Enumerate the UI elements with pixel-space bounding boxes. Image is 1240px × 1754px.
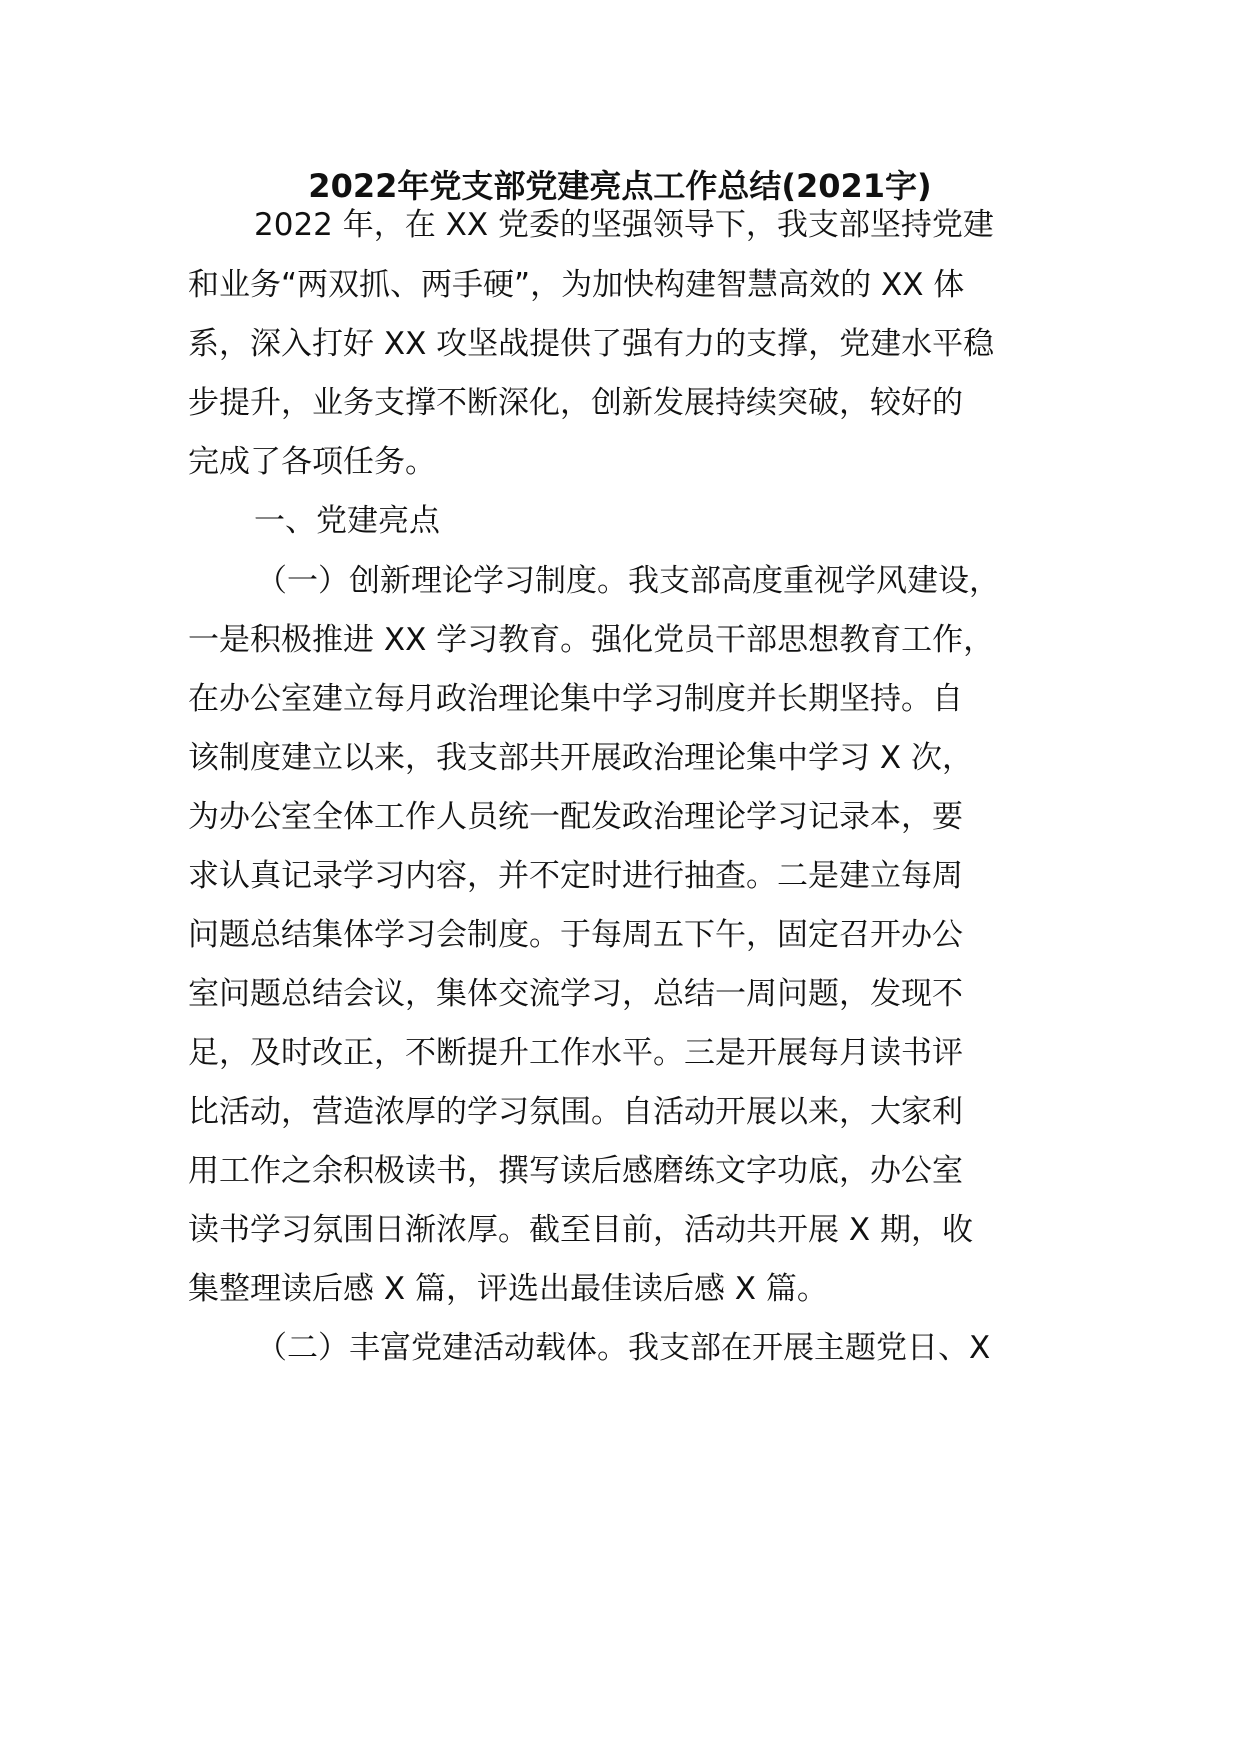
paragraph-line: 问题总结集体学习会制度。于每周五下午，固定召开办公: [188, 917, 963, 953]
paragraph-line: 在办公室建立每月政治理论集中学习制度并长期坚持。自: [188, 681, 963, 717]
subsection-line: （二）丰富党建活动载体。我支部在开展主题党日、X: [256, 1330, 991, 1366]
paragraph-line: 一是积极推进 XX 学习教育。强化党员干部思想教育工作，: [188, 622, 995, 658]
paragraph-line: 为办公室全体工作人员统一配发政治理论学习记录本，要: [188, 799, 963, 835]
paragraph-line: 2022 年，在 XX 党委的坚强领导下，我支部坚持党建: [254, 207, 994, 243]
paragraph-line: 用工作之余积极读书，撰写读后感磨练文字功底，办公室: [188, 1153, 963, 1189]
paragraph-line: 求认真记录学习内容，并不定时进行抽查。二是建立每周: [188, 858, 963, 894]
paragraph-line: 完成了各项任务。: [188, 444, 436, 480]
paragraph-line: 步提升，业务支撑不断深化，创新发展持续突破，较好的: [188, 385, 963, 421]
paragraph-line: 系，深入打好 XX 攻坚战提供了强有力的支撑，党建水平稳: [188, 326, 995, 362]
paragraph-line: 足，及时改正，不断提升工作水平。三是开展每月读书评: [188, 1035, 963, 1071]
paragraph-line: 和业务“两双抓、两手硬”，为加快构建智慧高效的 XX 体: [188, 267, 965, 303]
section-heading: 一、党建亮点: [254, 503, 440, 539]
subsection-line: （一）创新理论学习制度。我支部高度重视学风建设，: [256, 563, 1000, 599]
paragraph-line: 集整理读后感 X 篇，评选出最佳读后感 X 篇。: [188, 1271, 828, 1307]
paragraph-line: 室问题总结会议，集体交流学习，总结一周问题，发现不: [188, 976, 963, 1012]
document-title: 2022年党支部党建亮点工作总结(2021字): [308, 167, 932, 205]
paragraph-line: 比活动，营造浓厚的学习氛围。自活动开展以来，大家利: [188, 1094, 963, 1130]
paragraph-line: 读书学习氛围日渐浓厚。截至目前，活动共开展 X 期，收: [188, 1212, 973, 1248]
paragraph-line: 该制度建立以来，我支部共开展政治理论集中学习 X 次，: [188, 740, 973, 776]
